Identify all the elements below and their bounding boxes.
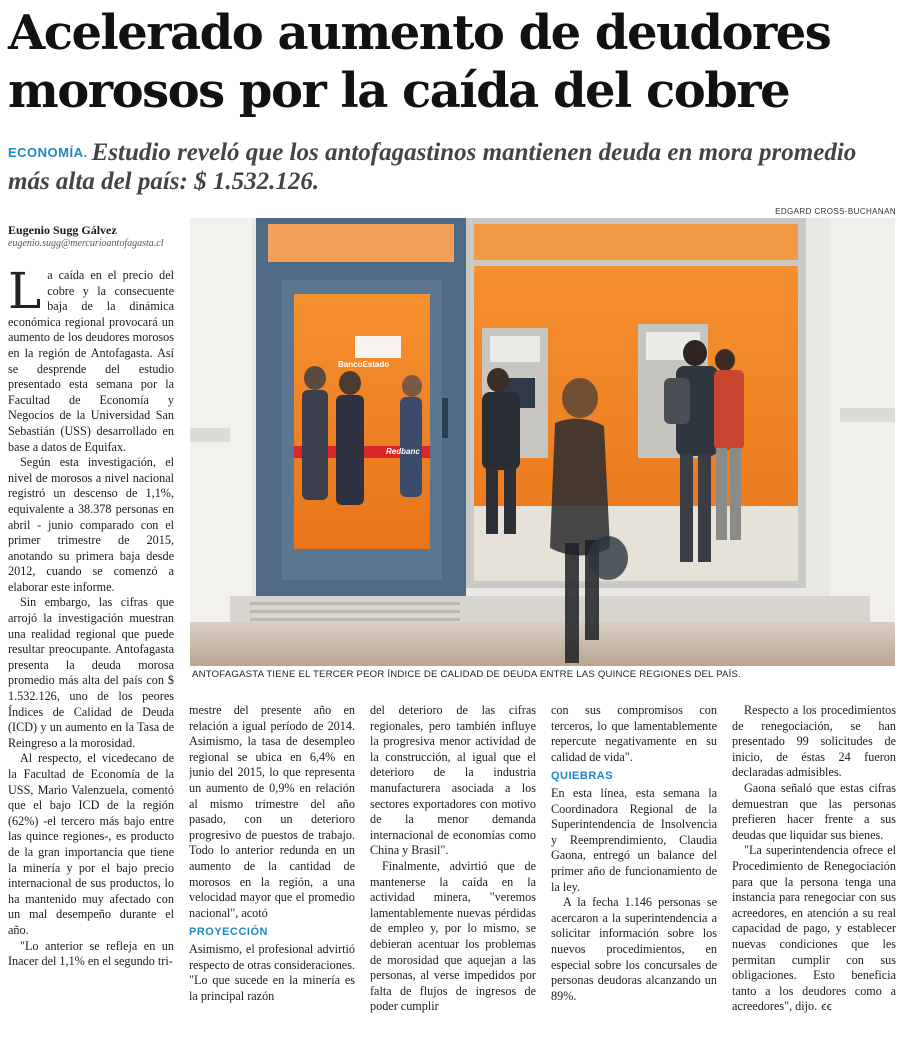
deck-text: Estudio reveló que los antofagastinos mantienen deuda en mora promedio más alta del país: $ 1.532.126. <box>8 139 857 195</box>
paragraph: A la fecha 1.146 personas se acercaron a la superintendencia a solicitar información sobre los nuevos procedimientos, en especial sobre los concursales de personas deudoras alcanzando un 89%. <box>551 895 717 1003</box>
article-column-4 <box>551 703 717 1038</box>
article-column-2 <box>189 703 355 1038</box>
paragraph: En esta línea, esta semana la Coordinadora Regional de la Superintendencia de Insolvencia y Reemprendimiento, Claudia Gaona, entregó un balance del primer año de funcionamiento de la ley. <box>551 785 717 894</box>
bancoestado-sign: BancoEstado <box>338 360 390 369</box>
paragraph: Al respecto, el vicedecano de la Facultad de Economía de la USS, Mario Valenzuela, comentó que el bajo ICD de la región (62%) -el tercero más bajo entre las quince regiones-, es producto de la gran importancia que tiene la minería y por el bajo precio internacional de sus productos, lo ha mantenido muy afectado con un mal desempeño durante el año. <box>8 751 174 937</box>
paragraph: La caída en el precio del cobre y la consecuente baja de la dinámica económica regional provocará un aumento de los deudores morosos en la región de Antofagasta. Así se desprende del estudio presentado esta semana por la Facultad de Economía y Negocios de la Universidad San Sebastián (USS) desarrollado en base a datos de Equifax. <box>8 268 174 454</box>
subhead-proyeccion: PROYECCIÓN <box>189 926 268 939</box>
paragraph: mestre del presente año en relación a igual período de 2014. Asimismo, la tasa de desempleo regional se ubica en 6,4% en junio del 2015, lo que representa un aumento de 0,9% en relación al mismo trimestre del año pasado, con un deterioro progresivo de puestos de trabajo. Todo lo anterior redunda en un aumento de la cantidad de morosos en la región, a una velocidad mayor que el promedio nacional", acotó <box>189 703 355 920</box>
paragraph: del deterioro de las cifras regionales, pero también influye la progresiva menor actividad de la construcción, al igual que el deterioro de la industria manufacturera asociada a los sectores exportadores con motivo de la menor demanda internacional de economías como China y Brasil". <box>370 703 536 858</box>
section-label: ECONOMÍA. <box>8 145 88 160</box>
photo-credit: EDGARD CROSS-BUCHANAN <box>775 207 896 216</box>
paragraph: "La superintendencia ofrece el Procedimiento de Renegociación para que la persona tenga una instancia para renegociar con sus acreedores, en atención a su real capacidad de pago, y establecer nuevas condiciones que les permitan cumplir con sus obligaciones. Esto beneficia tanto a los deudores como a acreedores", dijo. ꞓꞓ <box>732 843 896 1014</box>
paragraph: con sus compromisos con terceros, lo que lamentablemente repercute negativamente en su calidad de vida". <box>551 703 717 764</box>
paragraph: "Lo anterior se refleja en un Inacer del 1,1% en el segundo tri- <box>8 938 174 969</box>
deck <box>8 138 888 196</box>
paragraph: Respecto a los procedimientos de renegociación, se han presentado 99 solicitudes de inicio, de éstas 24 fueron declaradas admisibles. <box>732 703 896 780</box>
paragraph: Sin embargo, las cifras que arrojó la investigación muestran una realidad regional que puede resultar preocupante. Antofagasta presenta la deuda morosa promedio más alta del país con $ 1.532.126, uno de los peores Índices de Calidad de Deuda (ICD) y un aumento en la Tasa de Reingreso a la morosidad. <box>8 595 174 750</box>
redbanc-sign: Redbanc <box>386 447 420 456</box>
byline-email[interactable]: eugenio.sugg@mercurioantofagasta.cl <box>8 238 164 249</box>
paragraph: Asimismo, el profesional advirtió respecto de otras consideraciones. "Lo que sucede en la minería es la principal razón <box>189 941 355 1003</box>
atm-storefront-photo <box>190 218 895 666</box>
photo <box>190 218 895 666</box>
article-column-3 <box>370 703 536 1038</box>
paragraph: Gaona señaló que estas cifras demuestran que las personas prefieren hacer frente a sus deudas que liquidar sus bienes. <box>732 780 896 842</box>
headline: Acelerado aumento de deudores morosos por la caída del cobre <box>8 5 831 119</box>
subhead-quiebras: QUIEBRAS <box>551 770 614 783</box>
photo-caption: ANTOFAGASTA TIENE EL TERCER PEOR ÍNDICE DE CALIDAD DE DEUDA ENTRE LAS QUINCE REGIONES DEL PAÍS. <box>192 669 741 680</box>
article-column-1 <box>8 268 174 1038</box>
paragraph: Según esta investigación, el nivel de morosos a nivel nacional registró un descenso de 1,1%, equivalente a 38.378 personas en abril - junio comparado con el primer trimestre de 2015, anotando su primera baja desde 2012, cuando se comenzó a elaborar este informe. <box>8 455 174 594</box>
byline-author: Eugenio Sugg Gálvez <box>8 223 117 237</box>
paragraph: Finalmente, advirtió que de mantenerse la caída en la actividad minera, "veremos lamentablemente nuevas pérdidas de empleo y, por lo mismo, se debieran acentuar los problemas de morosidad que aquejan a las personas, al verse impedidos por falta de flujos de ingresos de poder cumplir <box>370 858 536 1014</box>
end-mark: ꞓꞓ <box>821 1000 832 1014</box>
article-column-5 <box>732 703 896 1038</box>
drop-cap: L <box>8 268 42 320</box>
